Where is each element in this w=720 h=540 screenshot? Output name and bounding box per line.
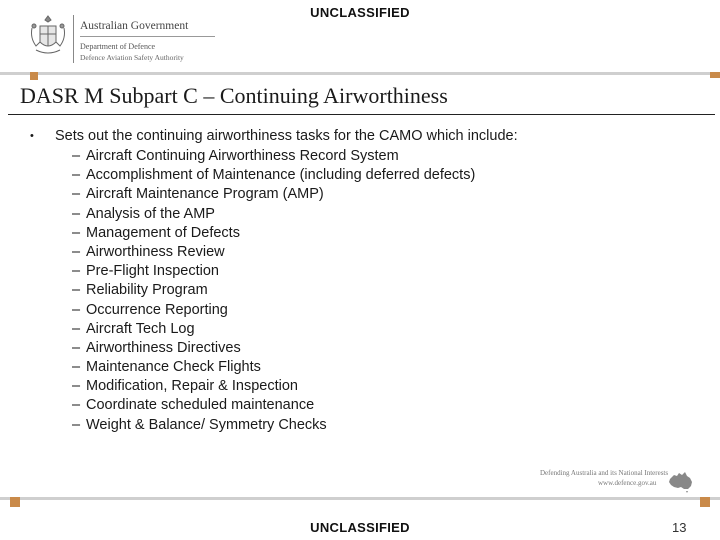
list-item: [30, 263, 690, 282]
header-accent-right: [710, 72, 720, 78]
header-accent-left: [30, 72, 38, 80]
list-item-text: Accomplishment of Maintenance (including deferred defects): [86, 167, 476, 184]
list-item: [30, 225, 690, 244]
government-logo: [28, 12, 208, 62]
motto-text: Defending Australia and its National Interests: [540, 469, 669, 477]
list-item-text: Aircraft Maintenance Program (AMP): [86, 186, 324, 203]
dash-icon: –: [72, 339, 81, 356]
dash-icon: –: [72, 282, 81, 299]
dash-icon: –: [72, 224, 81, 241]
classification-bottom: UNCLASSIFIED: [310, 520, 410, 535]
dash-icon: –: [72, 205, 81, 222]
main-bullet: [30, 128, 690, 148]
list-item-text: Occurrence Reporting: [86, 301, 228, 318]
list-item: [30, 302, 690, 321]
list-item-text: Aircraft Continuing Airworthiness Record System: [86, 148, 399, 164]
footer-accent-right: [700, 497, 710, 507]
dash-icon: –: [72, 397, 81, 414]
list-item: [30, 206, 690, 225]
list-item-text: Weight & Balance/ Symmetry Checks: [86, 416, 327, 433]
list-item: [30, 321, 690, 340]
logo-divider: [73, 15, 74, 63]
list-item: [30, 148, 690, 167]
bullet-dot-icon: •: [30, 130, 34, 142]
classification-top: UNCLASSIFIED: [310, 5, 410, 20]
list-item: [30, 397, 690, 416]
dash-icon: –: [72, 378, 81, 395]
list-item: [30, 282, 690, 301]
footer-rule: [0, 497, 720, 500]
list-item: [30, 417, 690, 436]
slide-content: [30, 128, 690, 436]
list-item-text: Pre-Flight Inspection: [86, 263, 219, 280]
dash-icon: –: [72, 263, 81, 280]
website-url: www.defence.gov.au: [598, 479, 657, 487]
page-number: 13: [672, 520, 687, 535]
footer-accent-left: [10, 497, 20, 507]
australia-map-icon: [667, 470, 695, 494]
list-item-text: Aircraft Tech Log: [86, 320, 195, 337]
coat-of-arms-icon: [28, 12, 68, 62]
government-name: Australian Government: [80, 20, 189, 32]
dash-icon: –: [72, 301, 81, 318]
list-item: [30, 340, 690, 359]
list-item-text: Analysis of the AMP: [86, 205, 215, 222]
authority-name: Defence Aviation Safety Authority: [80, 53, 184, 62]
list-item-text: Management of Defects: [86, 224, 240, 241]
list-item: [30, 167, 690, 186]
department-name: Department of Defence: [80, 42, 156, 51]
dash-icon: –: [72, 148, 81, 164]
dash-icon: –: [72, 243, 81, 260]
list-item-text: Maintenance Check Flights: [86, 359, 261, 376]
dash-icon: –: [72, 186, 81, 203]
list-item-text: Airworthiness Review: [86, 243, 225, 260]
dash-icon: –: [72, 416, 81, 433]
list-item-text: Airworthiness Directives: [86, 339, 241, 356]
list-item-text: Modification, Repair & Inspection: [86, 378, 298, 395]
list-item: [30, 359, 690, 378]
dash-icon: –: [72, 167, 81, 184]
list-item-text: Reliability Program: [86, 282, 208, 299]
list-item: [30, 186, 690, 205]
header-rule: [0, 72, 720, 75]
logo-rule: [80, 36, 215, 37]
list-item: [30, 244, 690, 263]
dash-icon: –: [72, 320, 81, 337]
main-bullet-text: Sets out the continuing airworthiness tasks for the CAMO which include:: [55, 128, 518, 144]
slide-title: DASR M Subpart C – Continuing Airworthiness: [20, 83, 448, 108]
list-item-text: Coordinate scheduled maintenance: [86, 397, 315, 414]
task-list: [30, 148, 690, 436]
dash-icon: –: [72, 359, 81, 376]
list-item: [30, 378, 690, 397]
title-underline: [8, 114, 715, 115]
